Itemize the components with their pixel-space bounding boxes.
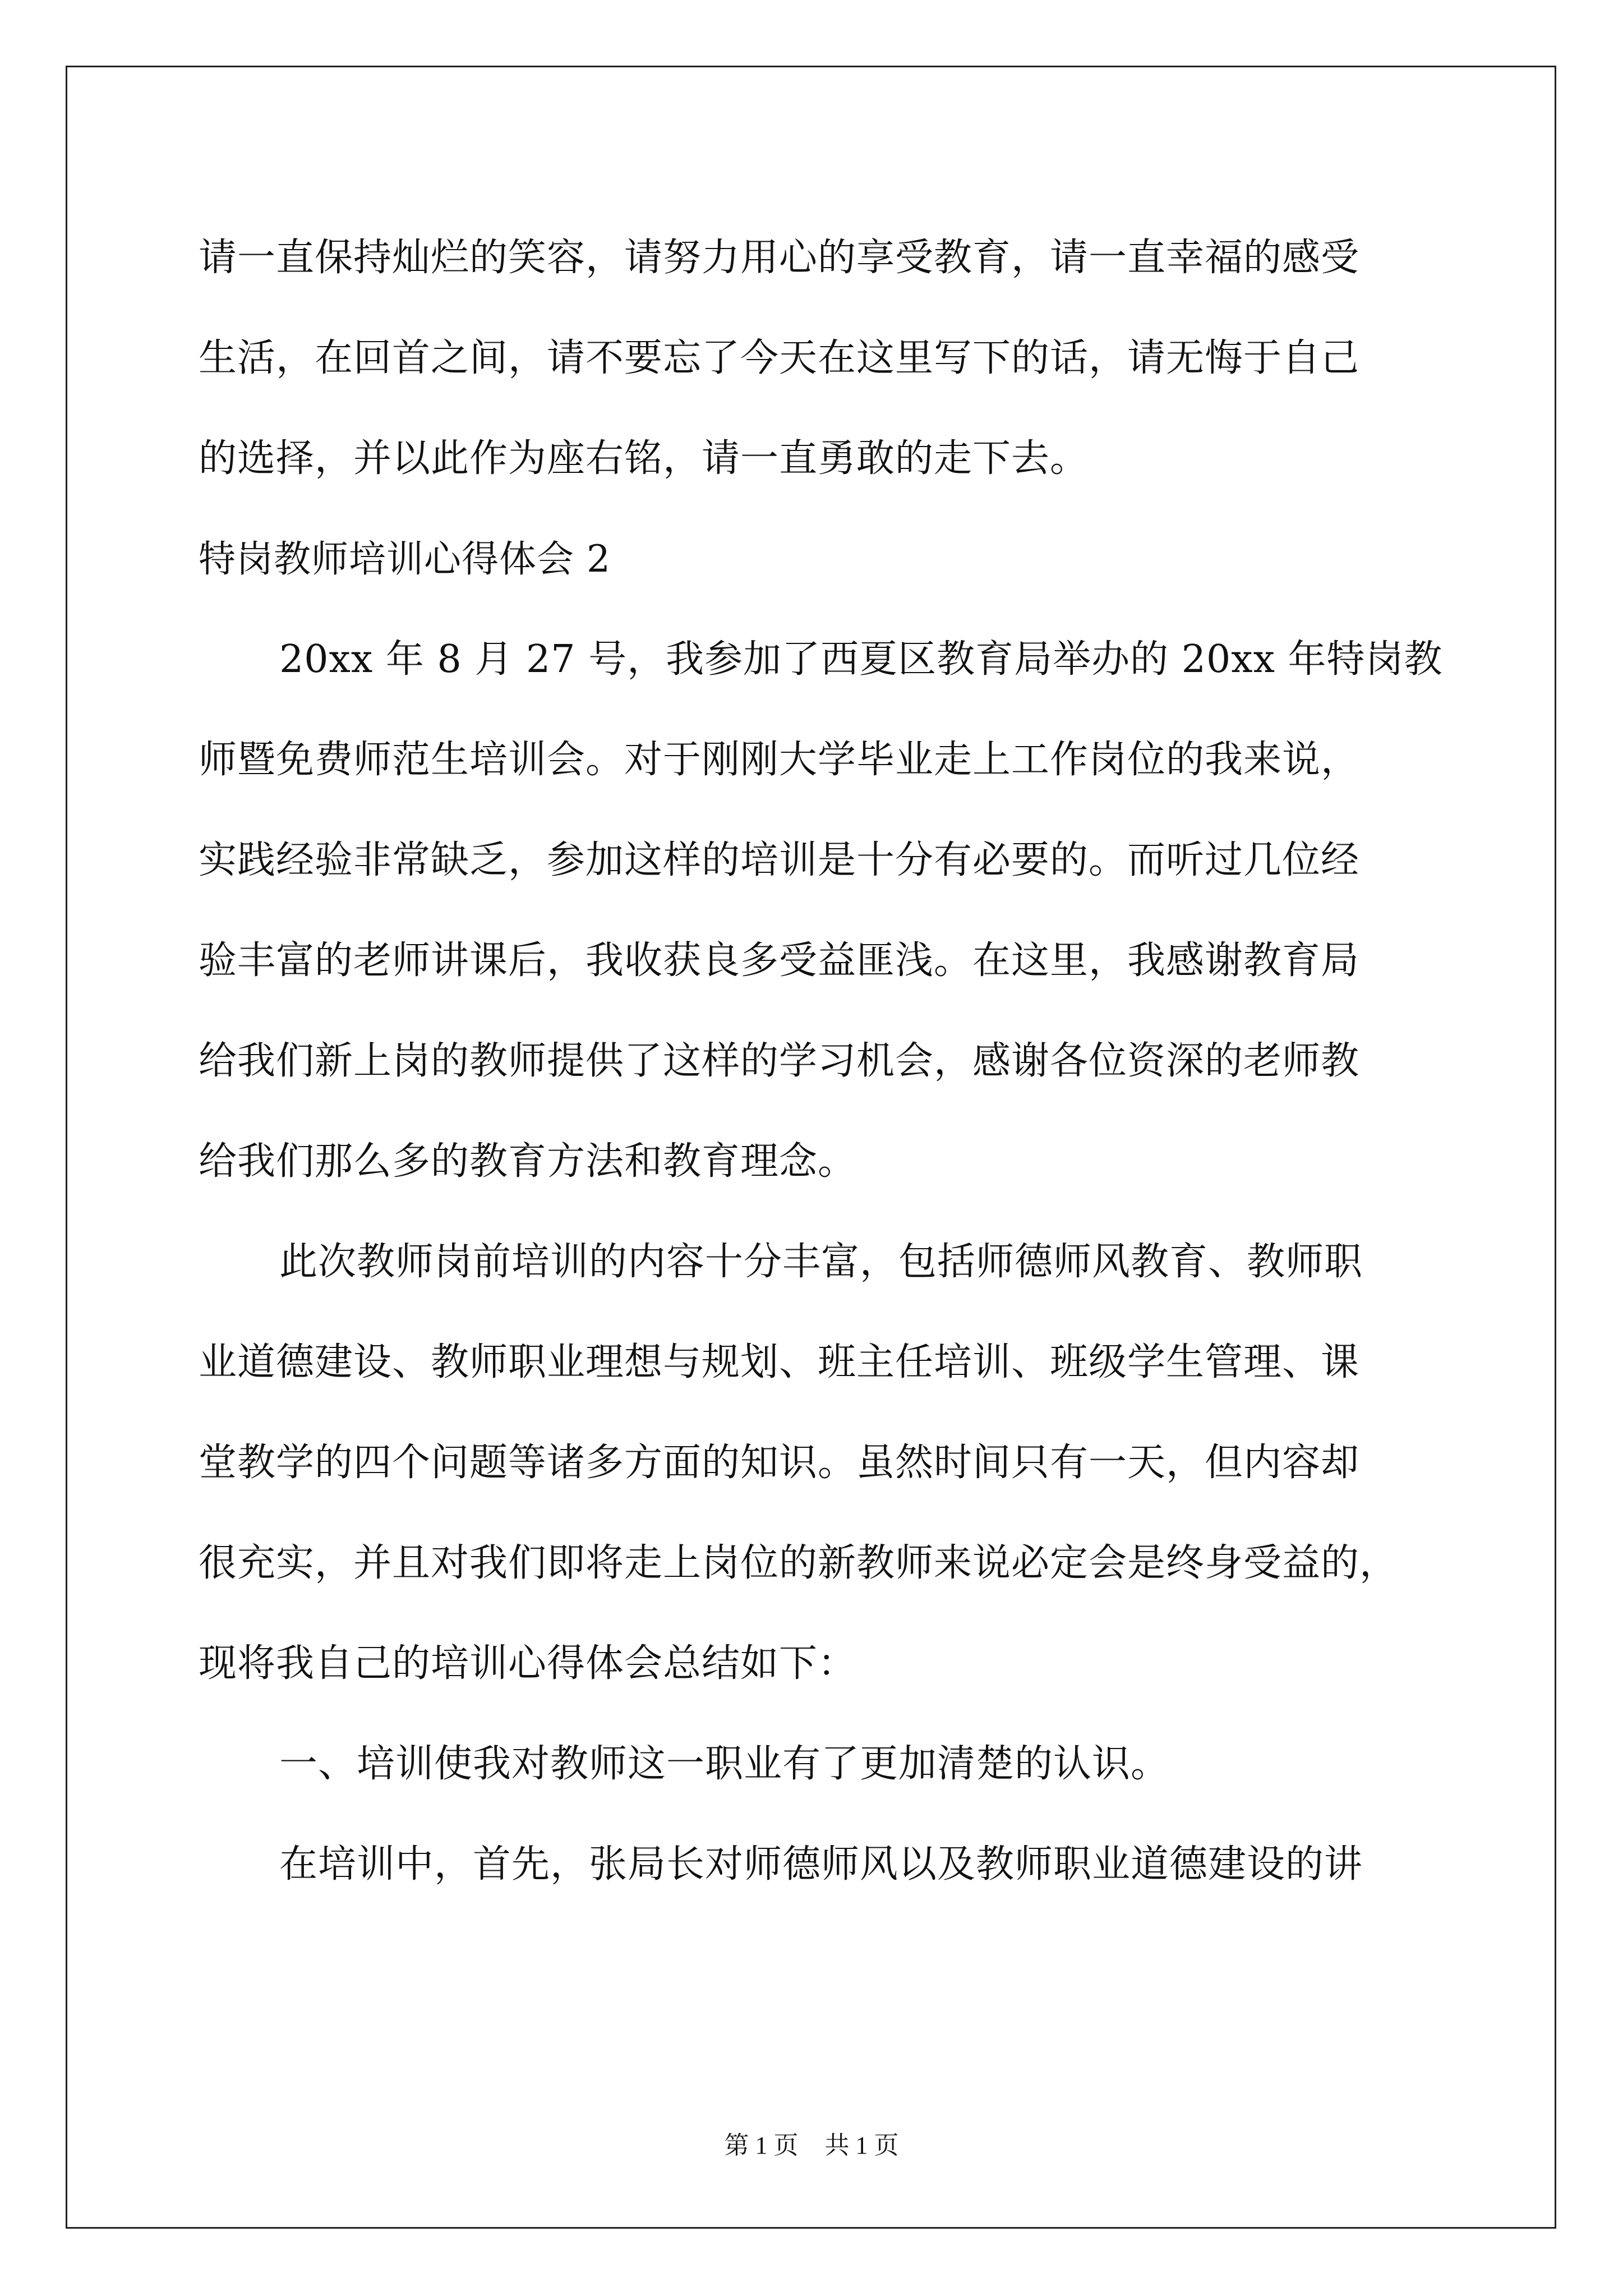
paragraph-line: 验丰富的老师讲课后，我收获良多受益匪浅。在这里，我感谢教育局 [199,938,1360,983]
paragraph-line: 堂教学的四个问题等诸多方面的知识。虽然时间只有一天，但内容却 [199,1441,1360,1485]
paragraph-line: 现将我自己的培训心得体会总结如下： [199,1641,857,1686]
paragraph-line: 实践经验非常缺乏，参加这样的培训是十分有必要的。而听过几位经 [199,838,1360,882]
paragraph-line: 业道德建设、教师职业理想与规划、班主任培训、班级学生管理、课 [199,1340,1360,1384]
paragraph-line: 师暨免费师范生培训会。对于刚刚大学毕业走上工作岗位的我来说， [199,738,1360,782]
section-heading: 特岗教师培训心得体会 2 [199,537,611,581]
page-number: 第 1 页 [724,2132,799,2159]
paragraph-line: 一、培训使我对教师这一职业有了更加清楚的认识。 [279,1742,1170,1786]
page-footer [0,2129,1623,2162]
paragraph-line: 给我们新上岗的教师提供了这样的学习机会，感谢各位资深的老师教 [199,1039,1360,1083]
paragraph-line: 此次教师岗前培训的内容十分丰富，包括师德师风教育、教师职 [279,1240,1363,1284]
paragraph-line: 20xx 年 8 月 27 号，我参加了西夏区教育局举办的 20xx 年特岗教 [279,637,1443,682]
paragraph-line: 生活，在回首之间，请不要忘了今天在这里写下的话，请无悔于自己 [199,336,1360,380]
paragraph-line: 很充实，并且对我们即将走上岗位的新教师来说必定会是终身受益的， [199,1541,1399,1585]
paragraph-line: 给我们那么多的教育方法和教育理念。 [199,1139,857,1184]
page-total: 共 1 页 [824,2132,899,2159]
paragraph-line: 的选择，并以此作为座右铭，请一直勇敢的走下去。 [199,436,1089,481]
paragraph-line: 在培训中，首先，张局长对师德师风以及教师职业道德建设的讲 [279,1842,1363,1887]
document-body [199,208,1443,1915]
paragraph-line: 请一直保持灿烂的笑容，请努力用心的享受教育，请一直幸福的感受 [199,236,1360,280]
